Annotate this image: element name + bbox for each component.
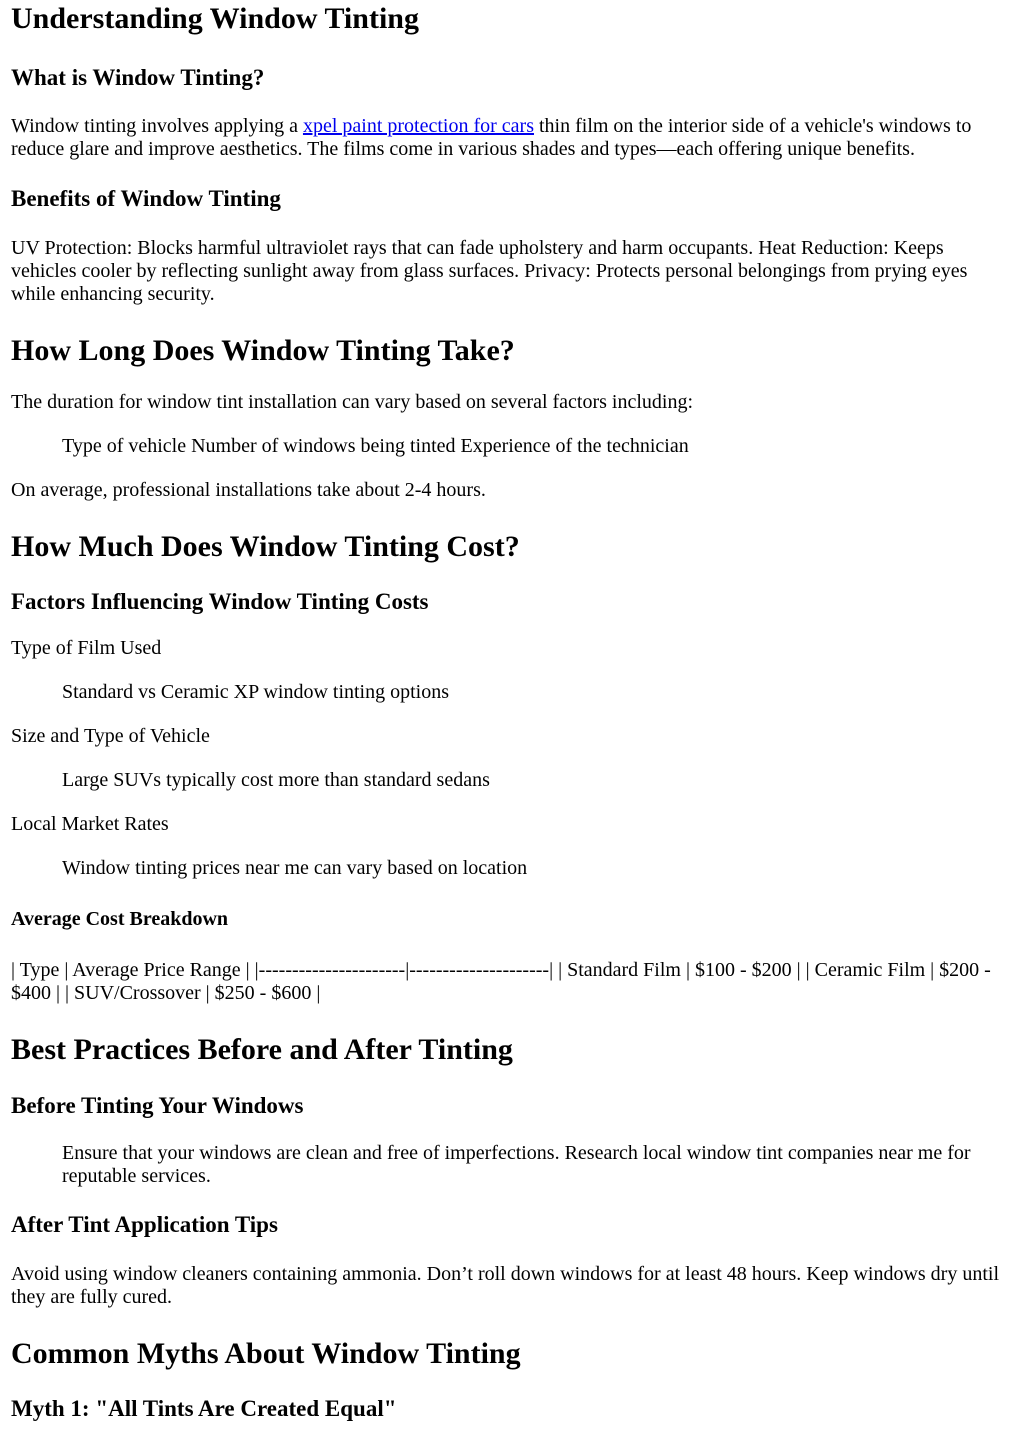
xpel-paint-protection-link[interactable]: xpel paint protection for cars <box>302 115 534 137</box>
heading-after-tint: After Tint Application Tips <box>11 1212 278 1237</box>
heading-myth-1: Myth 1: "All Tints Are Created Equal" <box>11 1396 397 1421</box>
heading-how-much: How Much Does Window Tinting Cost? <box>11 530 520 563</box>
text-before-link: Window tinting involves applying a <box>11 115 303 137</box>
duration-factors-list: Type of vehicle Number of windows being tinted Experience of the technician <box>62 435 689 457</box>
text-after-link: thin film on the interior side of a vehicle's windows to reduce glare and improve aesthetics. The films come in various shades and types—each offering unique benefits. <box>11 115 972 160</box>
paragraph-duration-intro: The duration for window tint installation can vary based on several factors including: <box>11 391 694 413</box>
heading-what-is-window-tinting: What is Window Tinting? <box>11 65 265 90</box>
paragraph-benefits: UV Protection: Blocks harmful ultraviolet rays that can fade upholstery and harm occupants. Heat Reduction: Keeps vehicles cooler by reflecting sunlight away from glass surfaces. Privacy: Protects personal belongings from prying eyes while enhancing security. <box>11 237 968 305</box>
heading-cost-factors: Factors Influencing Window Tinting Costs <box>11 589 429 614</box>
heading-common-myths: Common Myths About Window Tinting <box>11 1337 521 1370</box>
heading-best-practices: Best Practices Before and After Tinting <box>11 1033 513 1066</box>
detail-local-market-rates: Window tinting prices near me can vary based on location <box>62 857 528 879</box>
heading-benefits: Benefits of Window Tinting <box>11 186 281 211</box>
detail-type-of-film: Standard vs Ceramic XP window tinting options <box>62 681 450 703</box>
detail-size-of-vehicle: Large SUVs typically cost more than standard sedans <box>62 769 490 791</box>
heading-average-cost-breakdown: Average Cost Breakdown <box>11 908 229 930</box>
heading-how-long: How Long Does Window Tinting Take? <box>11 334 515 367</box>
heading-understanding-window-tinting: Understanding Window Tinting <box>11 2 419 35</box>
paragraph-what-is-window-tinting <box>11 115 1013 161</box>
paragraph-average-duration: On average, professional installations take about 2-4 hours. <box>11 479 486 501</box>
term-type-of-film: Type of Film Used <box>11 637 162 659</box>
heading-before-tinting: Before Tinting Your Windows <box>11 1093 304 1118</box>
paragraph-after-tint: Avoid using window cleaners containing ammonia. Don’t roll down windows for at least 48 hours. Keep windows dry until they are fully cured. <box>11 1263 999 1308</box>
term-local-market-rates: Local Market Rates <box>11 813 169 835</box>
term-size-of-vehicle: Size and Type of Vehicle <box>11 725 210 747</box>
paragraph-before-tinting: Ensure that your windows are clean and free of imperfections. Research local window tint companies near me for reputable services. <box>62 1142 971 1187</box>
cost-breakdown-table-text: | Type | Average Price Range | |----------------------|---------------------| | Standard Film | $100 - $200 | | Ceramic Film | $200 - $400 | | SUV/Crossover | $250 - $600 | <box>11 959 991 1004</box>
